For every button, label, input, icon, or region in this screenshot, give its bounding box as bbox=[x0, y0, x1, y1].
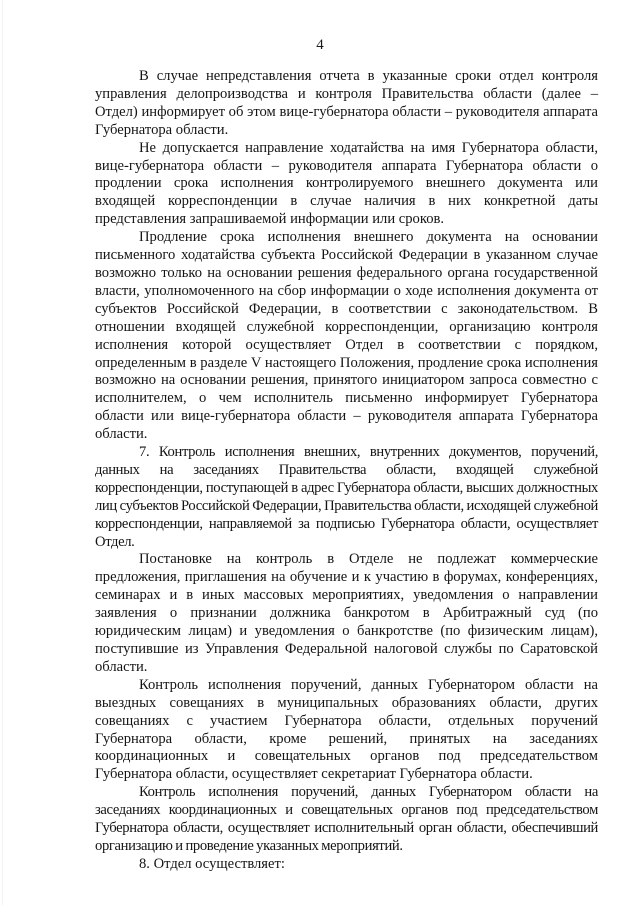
paragraph-executive-body-control: Контроль исполнения поручений, данных Губернатором области на заседаниях координационных и совещательных органов под председательством Губернатора области, осуществляет исполнительный орган области, обеспечивший организацию и проведение указанных мероприятий. bbox=[95, 784, 598, 854]
paragraph-extension-not-allowed: Не допускается направление ходатайства на имя Губернатора области, вице-губернатора области – руководителя аппарата Губернатора области о продлении срока исполнения контролируемого внешнего документа или входящей корреспонденции в случае наличия в них конкретной даты представления запрашиваемой информации или сроков. bbox=[95, 139, 598, 228]
paragraph-item-8: 8. Отдел осуществляет: bbox=[139, 855, 285, 872]
paragraph-report-failure: В случае непредставления отчета в указанные сроки отдел контроля управления делопроизводства и контроля Правительства области (далее – Отдел) информирует об этом вице-губернатора области – руководителя аппарата Губернатора области. bbox=[95, 68, 598, 138]
paragraph-secretariat-control: Контроль исполнения поручений, данных Губернатором области на выездных совещаниях в муниципальных образованиях области, других совещаниях с участием Губернатора области, отдельных поручений Губернатора области, кроме решений, принятых на заседаниях координационных и совещательных органов под председательством Губернатора области, осуществляет секретариат Губернатора области. bbox=[95, 676, 598, 783]
scan-edge bbox=[2, 0, 3, 905]
paragraph-not-subject-to-control: Постановке на контроль в Отделе не подлежат коммерческие предложения, приглашения на обучение и к участию в форумах, конференциях, семинарах и в иных массовых мероприятиях, уведомления о направлении заявления о признании должника банкротом в Арбитражный суд (по юридическим лицам) и уведомления о банкротстве (по физическим лицам), поступившие из Управления Федеральной налоговой службы по Саратовской области. bbox=[95, 551, 598, 675]
paragraph-item-7: 7. Контроль исполнения внешних, внутренних документов, поручений, данных на заседаниях Правительства области, входящей служебной корреспонденции, поступающей в адрес Губернатора области, высших должностных лиц субъектов Российской Федерации, Правительства области, исходящей служебной корреспонденции, направляемой за подписью Губернатора области, осуществляет Отдел. bbox=[95, 444, 598, 550]
page-number: 4 bbox=[316, 37, 324, 53]
paragraph-extension-procedure: Продление срока исполнения внешнего документа на основании письменного ходатайства субъекта Российской Федерации в указанном случае возможно только на основании решения федерального органа государственной власти, уполномоченного на сбор информации о ходе исполнения документа от субъектов Российской Федерации, в соответствии с законодательством. В отношении входящей служебной корреспонденции, организацию контроля исполнения которой осуществляет Отдел в соответствии с порядком, определенным в разделе V настоящего Положения, продление срока исполнения возможно на основании решения, принятого инициатором запроса совместно с исполнителем, о чем исполнитель письменно информирует Губернатора области или вице-губернатора области – руководителя аппарата Губернатора области. bbox=[95, 229, 598, 443]
document-body bbox=[95, 68, 598, 874]
